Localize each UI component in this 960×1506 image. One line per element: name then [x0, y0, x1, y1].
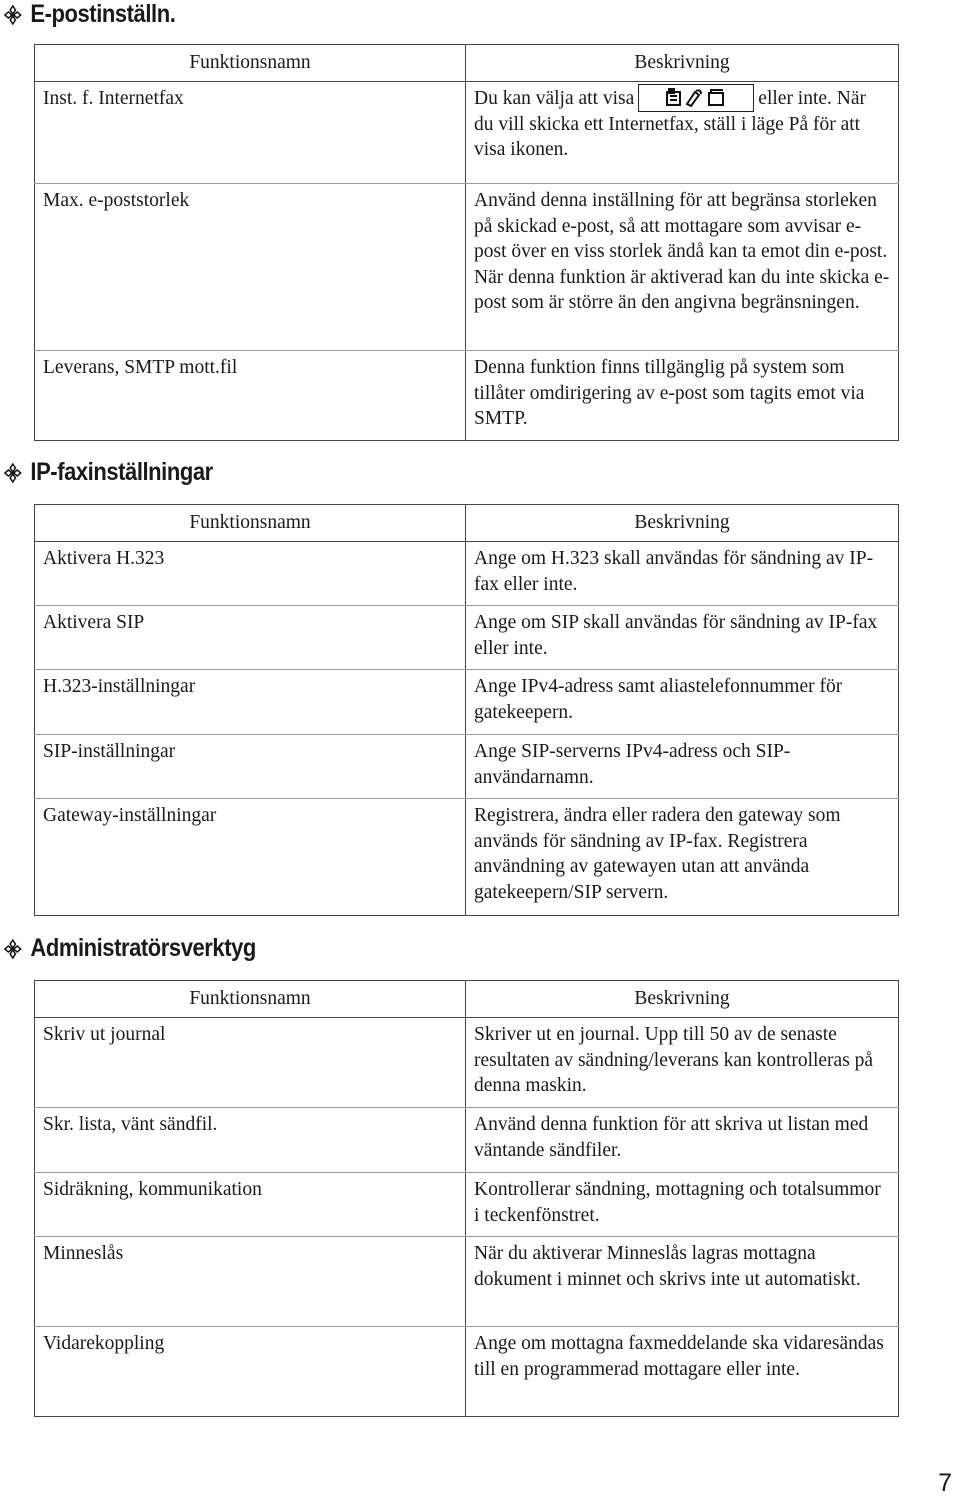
function-description: Ange IPv4-adress samt aliastelefonnummer för gatekeepern.	[466, 670, 899, 735]
function-name: Gateway-inställningar	[35, 799, 466, 916]
function-description: Använd denna inställning för att begränsa storleken på skickad e-post, så att mottagare som avvisar e-post över en viss storlek ändå kan ta emot din e-post. När denna funktion är aktiverad kan du inte skicka e-post som är större än den angivna begränsningen.	[466, 184, 899, 351]
table-row	[35, 1173, 899, 1237]
function-name: Aktivera H.323	[35, 542, 466, 606]
section-title: IP-faxinställningar	[30, 458, 213, 486]
diamond-bullet-icon	[4, 939, 22, 959]
column-header-name: Funktionsnamn	[35, 505, 466, 542]
table-row	[35, 351, 899, 441]
section-heading-admin	[4, 934, 256, 963]
column-header-description: Beskrivning	[466, 505, 899, 542]
function-name: Skriv ut journal	[35, 1018, 466, 1108]
function-description: Ange SIP-serverns IPv4-adress och SIP-användarnamn.	[466, 735, 899, 799]
function-name: H.323-inställningar	[35, 670, 466, 735]
column-header-name: Funktionsnamn	[35, 981, 466, 1018]
section-heading-ip-fax	[4, 458, 213, 487]
table-row	[35, 184, 899, 351]
function-description: Kontrollerar sändning, mottagning och totalsummor i teckenfönstret.	[466, 1173, 899, 1237]
function-name: Skr. lista, vänt sändfil.	[35, 1108, 466, 1173]
function-description: Använd denna funktion för att skriva ut listan med väntande sändfiler.	[466, 1108, 899, 1173]
diamond-bullet-icon	[4, 5, 22, 25]
section-title: Administratörsverktyg	[30, 934, 256, 962]
description-text-after: eller inte. När du vill skicka ett Internetfax, ställ i läge På för att visa ikonen.	[474, 88, 867, 161]
function-description: Denna funktion finns tillgänglig på system som tillåter omdirigering av e-post som tagits emot via SMTP.	[466, 351, 899, 441]
column-header-description: Beskrivning	[466, 45, 899, 82]
ip-fax-table	[34, 504, 899, 916]
function-description: Ange om H.323 skall användas för sändning av IP-fax eller inte.	[466, 542, 899, 606]
table-row	[35, 799, 899, 916]
function-name: Inst. f. Internetfax	[35, 82, 466, 184]
column-header-description: Beskrivning	[466, 981, 899, 1018]
function-description: Ange om mottagna faxmeddelande ska vidaresändas till en programmerad mottagare eller inte.	[466, 1327, 899, 1417]
table-header-row	[35, 981, 899, 1018]
table-row	[35, 1327, 899, 1417]
table-row	[35, 1018, 899, 1108]
table-header-row	[35, 505, 899, 542]
function-description: Skriver ut en journal. Upp till 50 av de senaste resultaten av sändning/leverans kan kontrolleras på denna maskin.	[466, 1018, 899, 1108]
function-name: Sidräkning, kommunikation	[35, 1173, 466, 1237]
table-row	[35, 82, 899, 184]
admin-tools-table	[34, 980, 899, 1417]
description-text-before: Du kan välja att visa	[474, 88, 635, 109]
table-header-row	[35, 45, 899, 82]
table-row	[35, 735, 899, 799]
table-row	[35, 1108, 899, 1173]
function-name: Leverans, SMTP mott.fil	[35, 351, 466, 441]
function-name: Minneslås	[35, 1237, 466, 1327]
page-number: 7	[938, 1469, 952, 1497]
function-name: SIP-inställningar	[35, 735, 466, 799]
function-description: Ange om SIP skall användas för sändning av IP-fax eller inte.	[466, 606, 899, 670]
function-description: När du aktiverar Minneslås lagras mottagna dokument i minnet och skrivs inte ut automatiskt.	[466, 1237, 899, 1327]
section-heading-e-post	[4, 0, 175, 29]
function-name: Vidarekoppling	[35, 1327, 466, 1417]
function-description	[466, 82, 899, 184]
section-title: E-postinställn.	[30, 0, 176, 28]
table-row	[35, 542, 899, 606]
function-description: Registrera, ändra eller radera den gateway som används för sändning av IP-fax. Registrera användning av gatewayen utan att använda gatekeepern/SIP servern.	[466, 799, 899, 916]
diamond-bullet-icon	[4, 463, 22, 483]
e-post-table	[34, 44, 899, 441]
function-name: Aktivera SIP	[35, 606, 466, 670]
internet-fax-icon	[638, 84, 754, 112]
table-row	[35, 1237, 899, 1327]
table-row	[35, 606, 899, 670]
function-name: Max. e-poststorlek	[35, 184, 466, 351]
column-header-name: Funktionsnamn	[35, 45, 466, 82]
table-row	[35, 670, 899, 735]
